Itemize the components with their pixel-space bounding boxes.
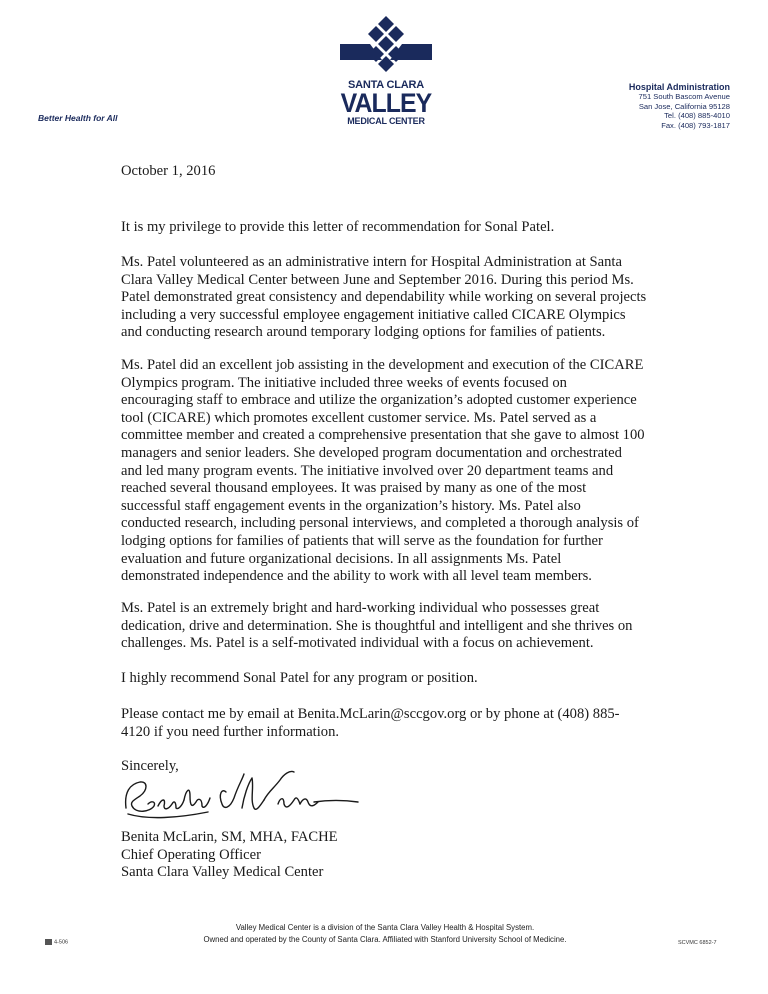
paragraph-line: and conducting research around temporary lodging options for families of patients. xyxy=(121,324,606,341)
paragraph-cicare xyxy=(121,357,661,586)
logo-line-medical-center: MEDICAL CENTER xyxy=(347,116,425,126)
paragraph-line: Please contact me by email at Benita.McLarin@sccgov.org or by phone at (408) 885- xyxy=(121,706,620,722)
paragraph-line: committee member and created a comprehensive presentation that she gave to almost 100 xyxy=(121,427,645,444)
department-name: Hospital Administration xyxy=(628,82,730,92)
paragraph-line: demonstrated independence and the ability to work with all level team members. xyxy=(121,568,592,585)
signer-name: Benita McLarin, SM, MHA, FACHE xyxy=(121,829,338,845)
paragraph-line: lodging options for families of patients that will serve as the foundation for further xyxy=(121,532,603,549)
paragraph-line: evaluation and future organizational decisions. In all assignments Ms. Patel xyxy=(121,550,562,567)
intro-paragraph: It is my privilege to provide this letter of recommendation for Sonal Patel. xyxy=(121,219,555,235)
closing: Sincerely, xyxy=(121,758,179,774)
signer-title: Chief Operating Officer xyxy=(121,846,261,863)
paragraph-line: encouraging staff to embrace and utilize the organization’s adopted customer experience xyxy=(121,392,637,409)
telephone: Tel. (408) 885-4010 xyxy=(664,111,730,121)
form-mark-icon xyxy=(45,939,52,945)
paragraph-qualities xyxy=(121,600,661,653)
paragraph-line: reached several thousand employees. It was praised by many as one of the most xyxy=(121,480,587,497)
paragraph-line: tool (CICARE) which promotes excellent customer service. Ms. Patel served as a xyxy=(121,409,597,426)
form-number-right: SCVMC 6852-7 xyxy=(678,940,717,946)
paragraph-line: dedication, drive and determination. She is thoughtful and intelligent and she thrives on xyxy=(121,617,633,634)
paragraph-line: conducted research, including personal interviews, and completed a thorough analysis of xyxy=(121,515,639,532)
tagline: Better Health for All xyxy=(38,113,118,123)
street-address: 751 South Bascom Avenue xyxy=(638,92,730,101)
signer-organization: Santa Clara Valley Medical Center xyxy=(121,864,324,881)
signer-block xyxy=(121,829,661,882)
paragraph-line: Olympics program. The initiative included three weeks of events focused on xyxy=(121,374,567,391)
footer xyxy=(150,922,620,946)
form-number-left-text: 4-506 xyxy=(54,939,69,946)
city-state-zip: San Jose, California 95128 xyxy=(638,101,730,111)
paragraph-line: challenges. Ms. Patel is a self-motivated individual with a focus on achievement. xyxy=(121,635,594,652)
paragraph-internship xyxy=(121,254,661,342)
paragraph-line: Ms. Patel volunteered as an administrative intern for Hospital Administration at Santa xyxy=(121,254,622,270)
paragraph-line: including a very successful employee engagement initiative called CICARE Olympics xyxy=(121,306,626,323)
paragraph-contact xyxy=(121,706,661,741)
paragraph-recommend: I highly recommend Sonal Patel for any program or position. xyxy=(121,670,478,686)
paragraph-line: Ms. Patel is an extremely bright and hard-working individual who possesses great xyxy=(121,600,600,616)
diamond-lattice-logo-icon xyxy=(330,14,442,80)
paragraph-line: Clara Valley Medical Center between June and September 2016. During this period Ms. xyxy=(121,271,634,288)
fax: Fax. (408) 793-1817 xyxy=(661,120,730,130)
footer-line-1: Valley Medical Center is a division of the Santa Clara Valley Health & Hospital System. xyxy=(235,923,535,932)
paragraph-line: managers and senior leaders. She developed program documentation and orchestrated xyxy=(121,444,622,461)
paragraph-line: Patel demonstrated great consistency and dependability while working on several projects xyxy=(121,289,647,306)
letter-date: October 1, 2016 xyxy=(121,163,216,179)
hospital-logo xyxy=(330,14,442,124)
paragraph-line: and led many program events. The initiative involved over 20 department teams and xyxy=(121,462,614,479)
form-number-left xyxy=(45,939,68,945)
address-block xyxy=(629,82,730,130)
handwritten-signature xyxy=(118,762,368,832)
footer-line-2: Owned and operated by the County of Santa Clara. Affiliated with Stanford University School of Medicine. xyxy=(203,935,567,944)
logo-line-valley: VALLEY xyxy=(340,88,432,118)
paragraph-line: successful staff engagement events in the organization’s history. Ms. Patel also xyxy=(121,497,581,514)
paragraph-line: 4120 if you need further information. xyxy=(121,723,340,740)
paragraph-line: Ms. Patel did an excellent job assisting in the development and execution of the CICARE xyxy=(121,357,644,373)
logo-line-santa-clara: SANTA CLARA xyxy=(347,79,424,91)
